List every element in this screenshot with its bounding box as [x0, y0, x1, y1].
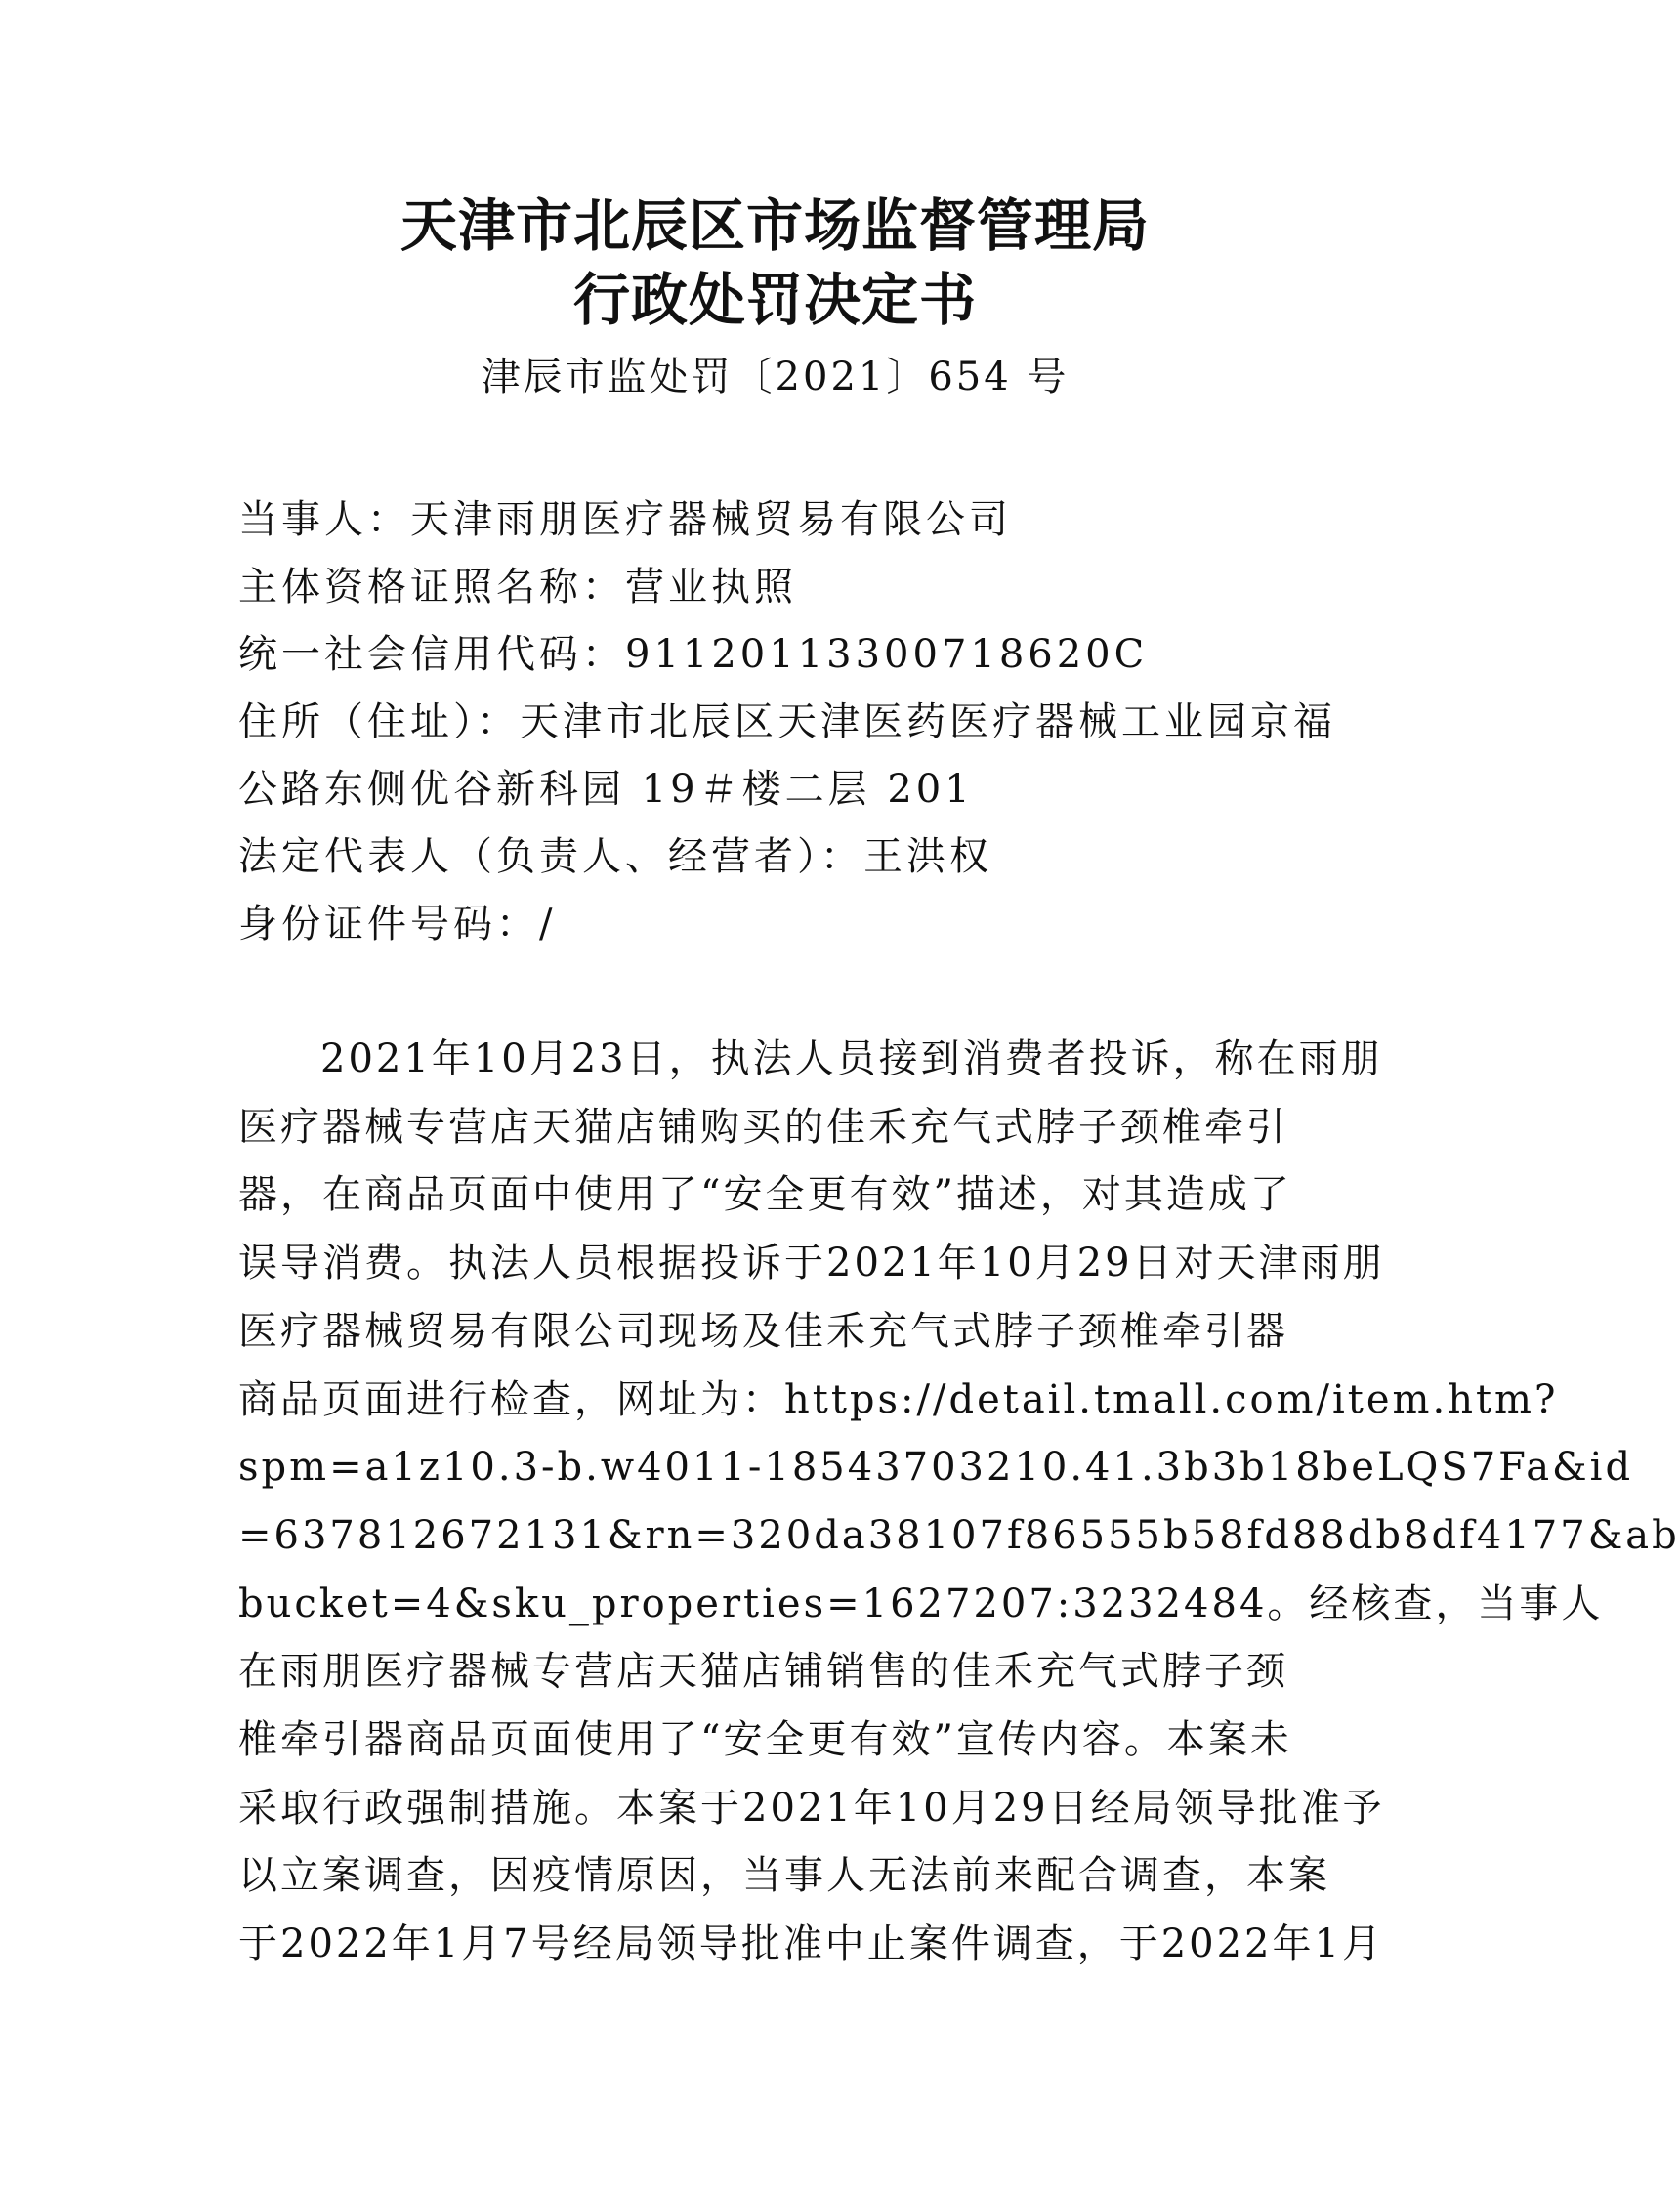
party-name-row: 当事人：天津雨朋医疗器械贸易有限公司 [238, 497, 1012, 542]
paragraph-line: 于2022年1月7号经局领导批准中止案件调查，于2022年1月 [238, 1921, 1384, 1967]
paragraph-line: 误导消费。执法人员根据投诉于2021年10月29日对天津雨朋 [238, 1241, 1385, 1286]
paragraph-line: 以立案调查，因疫情原因，当事人无法前来配合调查，本案 [238, 1853, 1330, 1899]
document-number: 津辰市监处罚〔2021〕654 号 [481, 355, 1070, 400]
legal-representative-row: 法定代表人（负责人、经营者）：王洪权 [238, 834, 992, 879]
paragraph-line: 采取行政强制措施。本案于2021年10月29日经局领导批准予 [238, 1785, 1385, 1831]
case-description-paragraph [238, 1026, 1680, 1979]
document-title-type: 行政处罚决定书 [572, 267, 977, 333]
id-number-row: 身份证件号码：/ [238, 902, 557, 947]
address-row: 住所（住址）：天津市北辰区天津医药医疗器械工业园京福 [238, 699, 1336, 744]
paragraph-line: 椎牵引器商品页面使用了“安全更有效”宣传内容。本案未 [238, 1717, 1292, 1763]
party-info-section [238, 486, 1336, 958]
paragraph-line: spm=a1z10.3-b.w4011-18543703210.41.3b3b18beLQS7Fa&id [238, 1445, 1634, 1491]
paragraph-line: 商品页面进行检查，网址为：https://detail.tmall.com/item.htm? [238, 1376, 1559, 1422]
paragraph-line: bucket=4&sku_properties=1627207:3232484。经核查，当事人 [238, 1581, 1604, 1626]
paragraph-line: 医疗器械贸易有限公司现场及佳禾充气式脖子颈椎牵引器 [238, 1308, 1288, 1354]
address-row-continued: 公路东侧优谷新科园 19＃楼二层 201 [238, 767, 974, 812]
license-type-row: 主体资格证照名称：营业执照 [238, 565, 797, 610]
credit-code-row: 统一社会信用代码：91120113300718620C [238, 632, 1149, 677]
paragraph-line: =637812672131&rn=320da38107f86555b58fd88db8df4177&ab [238, 1512, 1680, 1558]
document-title-agency: 天津市北辰区市场监督管理局 [399, 192, 1150, 259]
paragraph-line: 医疗器械专营店天猫店铺购买的佳禾充气式脖子颈椎牵引 [238, 1104, 1288, 1150]
paragraph-line: 器，在商品页面中使用了“安全更有效”描述，对其造成了 [238, 1172, 1292, 1218]
paragraph-line: 在雨朋医疗器械专营店天猫店铺销售的佳禾充气式脖子颈 [238, 1649, 1288, 1695]
paragraph-line: 2021年10月23日，执法人员接到消费者投诉，称在雨朋 [320, 1036, 1383, 1081]
